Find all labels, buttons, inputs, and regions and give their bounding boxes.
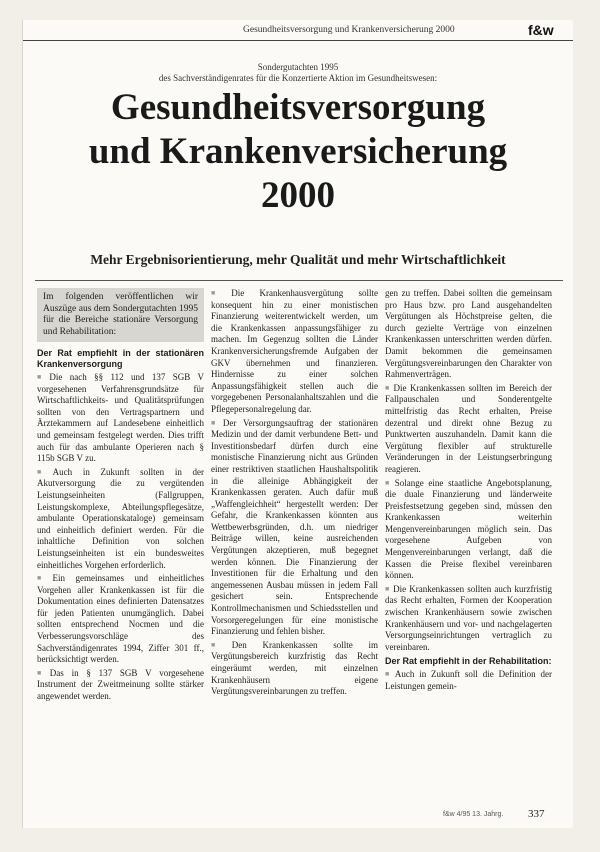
subtitle: Mehr Ergebnisorientierung, mehr Qualität und mehr Wirtschaftlichkeit	[90, 252, 506, 267]
publisher-logo: f&w	[528, 22, 554, 38]
page-number: 337	[528, 808, 545, 820]
footer-source: f&w 4/95 13. Jahrg.	[443, 811, 504, 818]
paragraph: gen zu treffen. Dabei sollten die gemeinsam pro Haus bzw. pro Land ausgehandelten Vergütungen als Höchstpreise gelten, die durch gezielte Verträge von einzelnen Krankenkassen unterschritten werden dürfen. Damit bekommen die gemeinsamen Vergütungsvereinbarungen den Charakter von Rahmenverträgen.	[385, 288, 552, 380]
paragraph: ■ Ein gemeinsames und einheitliches Vorgehen aller Krankenkassen ist für die Dokumentation eines definierten Datensatzes für jeden Patienten unumgänglich. Dabei sollten entsprechend Nocmen und die Verbesserungsvorschläge des Sachverständigenrates 1994, Ziffer 301 ff., berücksichtigt werden.	[37, 573, 204, 666]
paragraph: ■ Die Krankenkassen sollten im Bereich der Fallpauschalen und Sonderentgelte mittelfristig das Recht erhalten, Preise dezentral und direkt ohne Bezug zu Punktwerten auszuhandeln. Damit kann die Vergütung flexibler auf strukturelle Veränderungen in der Leistungserbringung reagieren.	[385, 383, 552, 476]
title-divider	[35, 280, 563, 281]
paragraph: ■ Die Krankenkassen sollten auch kurzfristig das Recht erhalten, Formen der Kooperation zwischen Krankenhäusern sowie zwischen Krankenhäusern und vor- und nachgelagerten Versorgungseinrichtungen vertraglich zu vereinbaren.	[385, 584, 552, 654]
main-title-line-3: 2000	[261, 175, 335, 216]
paragraph: ■ Solange eine staatliche Angebotsplanung, die duale Finanzierung und länderweite Preisfestsetzung gegeben sind, müssen den Krankenkassen weiterhin Mengenvereinbarungen möglich sein. Das vorgesehene Aufgeben von Mengenvereinbarungen verlangt, daß die Kassen die Preise flexibel vereinbaren können.	[385, 478, 552, 582]
paragraph: ■ Auch in Zukunft sollten in der Akutversorgung die zu vergütenden Leistungseinheiten (Fallgruppen, Leistungskomplexe, Abteilungspflegesätze, ambulante Operationskataloge) gemeinsam und einheitlich definiert werden. Für die inhaltliche Definition von solchen Leistungseinheiten ist ein bundesweites einheitliches Vorgehen erforderlich.	[37, 467, 204, 571]
section-heading: Der Rat empfiehlt in der stationären Krankenversorgung	[37, 348, 204, 369]
section-heading: Der Rat empfiehlt in der Rehabilitation:	[385, 656, 552, 667]
intro-line-1: Sondergutachten 1995	[257, 62, 339, 72]
paragraph: ■ Auch in Zukunft soll die Definition der Leistungen gemein-	[385, 669, 552, 692]
paragraph: ■ Die nach §§ 112 und 137 SGB V vorgesehenen Verfahrensgrundsätze für Wirtschaftlichkeits- und Qualitätsprüfungen sollten von den Vertragspartnern und Ärztekammern auf Landesebene einheitlich und gemeinsam festgelegt werden. Dies trifft auch für das ambulante Operieren nach § 115b SGB V zu.	[37, 372, 204, 465]
text-column-2	[211, 288, 378, 818]
page-footer	[23, 808, 573, 826]
intro-line-2: des Sachverständigenrates für die Konzertierte Aktion im Gesundheitswesen:	[158, 73, 438, 83]
paragraph: ■ Den Krankenkassen sollte im Vergütungsbereich kurzfristig das Recht eingeräumt werden, mit einzelnen Krankenhäusern eigene Vergütungsvereinbarungen zu treffen.	[211, 640, 378, 698]
text-column-3	[385, 288, 552, 818]
main-title-line-1: Gesundheitsversorgung	[110, 87, 486, 128]
paragraph: ■ Die Krankenhausvergütung sollte konsequent hin zu einer monistischen Finanzierung weiterentwickelt werden, um die Krankenkassen anpassungsfähiger zu machen. Im Gegenzug sollten die Länder Krankenversicherungsfremde Aufgaben der GKV übernehmen und finanzieren. Hindernisse zu einer solchen Anpassungsfähigkeit stellen auch die vorgegebenen Personalanhaltszahlen und die Pflegepersonalregelung dar.	[211, 288, 378, 416]
running-title: Gesundheitsversorgung und Krankenversicherung 2000	[243, 25, 455, 35]
lead-box: Im folgenden veröffentlichen wir Auszüge aus dem Sondergutachten 1995 für die Bereiche stationäre Versorgung und Rehabilitation:	[37, 288, 204, 342]
paragraph: ■ Der Versorgungsauftrag der stationären Medizin und der damit verbundene Bett- und Investitionsbedarf dürfen durch eine monistische Finanzierung nicht aus Gründen einer restriktiven staatlichen Haushaltspolitik in die alleinige Abhängigkeit der Krankenkassen geraten. Auch dafür muß „Waffengleichheit“ hergestellt werden: Der Gefahr, die Krankenkassen könnten aus Wettbewerbsgründen, d.h. um niedriger Beiträge willen, keine ausreichenden Vergütungen akzeptieren, muß begegnet werden können. Die Finanzierung der Investitionen für die Erhaltung und den angemessenen Ausbau müssen in jedem Fall gesichert sein. Entsprechende Kontrollmechanismen und Schiedsstellen und Vorsorgeregelungen für eine monistische Finanzierung und fehlen bisher.	[211, 418, 378, 638]
document-page	[22, 20, 573, 828]
paragraph: ■ Das in § 137 SGB V vorgesehene Instrument der Zweitmeinung sollte stärker angewendet werden.	[37, 668, 204, 703]
main-title-line-2: und Krankenversicherung	[88, 131, 508, 172]
running-header	[23, 20, 573, 41]
text-column-1	[37, 288, 204, 818]
